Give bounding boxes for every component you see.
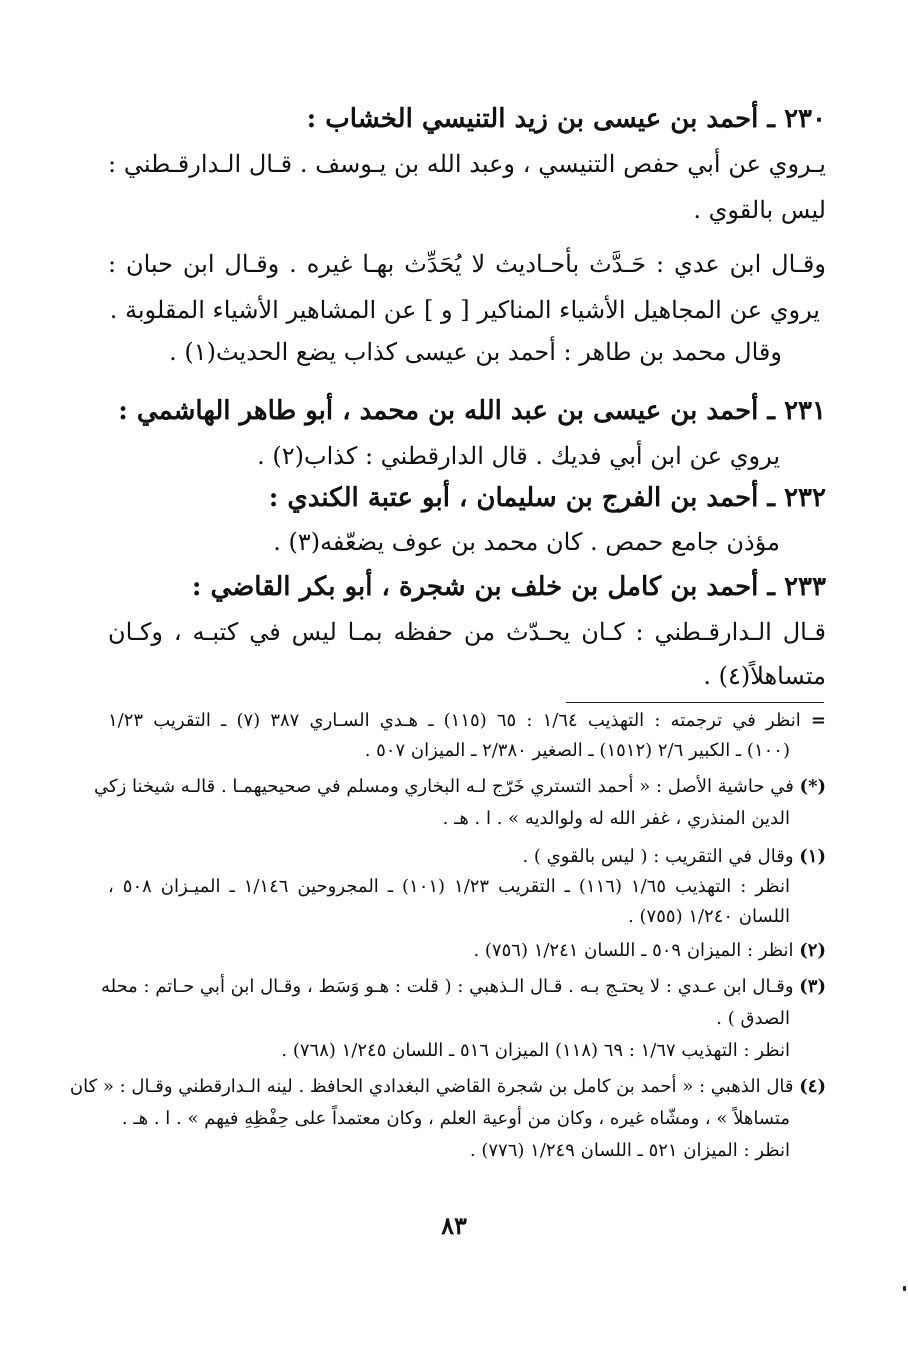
- footnote-text: في حاشية الأصل : « أحمد التستري خَرّج لـه البخاري ومسلم في صحيحيهمـا . قالـه شيخنا زكي: [94, 776, 794, 797]
- footnote-continued-line-2: (١٠٠) ـ الكبير ٢/٦ (١٥١٢) ـ الصغير ٢/٣٨٠ ـ الميزان ٥٠٧ .: [364, 740, 790, 761]
- entry-230-line-5: وقال محمد بن طاهر : أحمد بن عيسى كذاب يضع الحديث(١) .: [169, 338, 782, 366]
- footnote-1-line-3: اللسان ١/٢٤٠ (٧٥٥) .: [628, 906, 790, 927]
- footnote-4-line-3: انظر : الميزان ٥٢١ ـ اللسان ١/٢٤٩ (٧٧٦) .: [469, 1140, 790, 1161]
- page-number: ٨٣: [441, 1211, 467, 1240]
- footnote-3-line-3: انظر : التهذيب ١/٦٧ : ٦٩ (١١٨) الميزان ٥١٦ ـ اللسان ١/٢٤٥ (٧٦٨) .: [281, 1040, 790, 1061]
- entry-230-heading: ٢٣٠ ـ أحمد بن عيسى بن زيد التنيسي الخشاب :: [306, 104, 826, 134]
- footnote-text: وقال في التقريب : ( ليس بالقوي ) .: [522, 846, 794, 867]
- footnote-1-line-1: [522, 846, 826, 867]
- footnote-4-line-1: [69, 1076, 826, 1097]
- entry-232-line-1: مؤذن جامع حمص . كان محمد بن عوف يضعّفه(٣) .: [273, 528, 780, 556]
- footnote-star-line-1: [94, 776, 826, 797]
- footnote-marker: =: [810, 710, 826, 731]
- footnote-marker: (٤): [799, 1076, 826, 1097]
- footnote-4-line-2: متساهلاً » ، ومشّاه غيره ، وكان من أوعية العلم ، وكان معتمداً على حِفْظِهِ فيهم » . ا . هـ .: [121, 1108, 790, 1129]
- entry-233-line-1: قـال الـدارقـطني : كـان يحـدّث من حفظه بمـا ليس في كتبـه ، وكـان: [108, 618, 826, 646]
- entry-233-line-2: متساهلاً(٤) .: [703, 662, 826, 690]
- entry-231-heading: ٢٣١ ـ أحمد بن عيسى بن عبد الله بن محمد ، أبو طاهر الهاشمي :: [118, 396, 826, 426]
- entry-232-heading: ٢٣٢ ـ أحمد بن الفرج بن سليمان ، أبو عتبة الكندي :: [268, 483, 826, 513]
- entry-230-line-3: وقـال ابن عدي : حَـدَّث بأحـاديث لا يُحَدِّث بهـا غيره . وقـال ابن حبان :: [108, 250, 826, 278]
- entry-231-line-1: يروي عن ابن أبي فديك . قال الدارقطني : كذاب(٢) .: [257, 442, 780, 470]
- entry-230-line-4: يروي عن المجاهيل الأشياء المناكير [ و ] عن المشاهير الأشياء المقلوبة .: [109, 296, 820, 324]
- footnote-3-line-1: [100, 976, 826, 997]
- entry-233-heading: ٢٣٣ ـ أحمد بن كامل بن خلف بن شجرة ، أبو بكر القاضي :: [191, 572, 826, 602]
- footnote-marker: (١): [799, 846, 826, 867]
- footnote-text: انظر : الميزان ٥٠٩ ـ اللسان ١/٢٤١ (٧٥٦) .: [473, 940, 794, 961]
- footnote-text: قال الذهبي : « أحمد بن كامل بن شجرة القاضي البغدادي الحافظ . لينه الـدارقطني وقـال : « كان: [69, 1076, 794, 1097]
- footnote-star-line-2: الدين المنذري ، غفر الله له ولوالديه » . ا . هـ .: [442, 808, 790, 829]
- footnote-separator: [566, 702, 824, 703]
- entry-230-line-1: يـروي عن أبي حفص التنيسي ، وعبد الله بن يـوسف . قـال الـدارقـطني :: [108, 150, 826, 178]
- footnote-3-line-2: الصدق ) .: [716, 1008, 790, 1029]
- footnote-text: وقـال ابن عـدي : لا يحتـج بـه . قـال الـذهبي : ( قلت : هـو وَسَط ، وقـال ابن أبي حـاتم : محله: [100, 976, 794, 997]
- footnote-marker: (٣): [799, 976, 826, 997]
- footnote-marker: (*): [799, 776, 826, 797]
- scan-mark: [903, 1286, 906, 1291]
- footnote-continued-line-1: [108, 710, 826, 731]
- footnote-text: انظر في ترجمته : التهذيب ١/٦٤ : ٦٥ (١١٥) ـ هـدي السـاري ٣٨٧ (٧) ـ التقريب ١/٢٣: [108, 710, 801, 731]
- footnote-2-line-1: [473, 940, 826, 961]
- footnote-1-line-2: انظر : التهذيب ١/٦٥ (١١٦) ـ التقريب ١/٢٣ (١٠١) ـ المجروحين ١/١٤٦ ـ الميـزان ٥٠٨ ،: [108, 876, 790, 897]
- entry-230-line-2: ليس بالقوي .: [693, 196, 826, 224]
- footnote-marker: (٢): [799, 940, 826, 961]
